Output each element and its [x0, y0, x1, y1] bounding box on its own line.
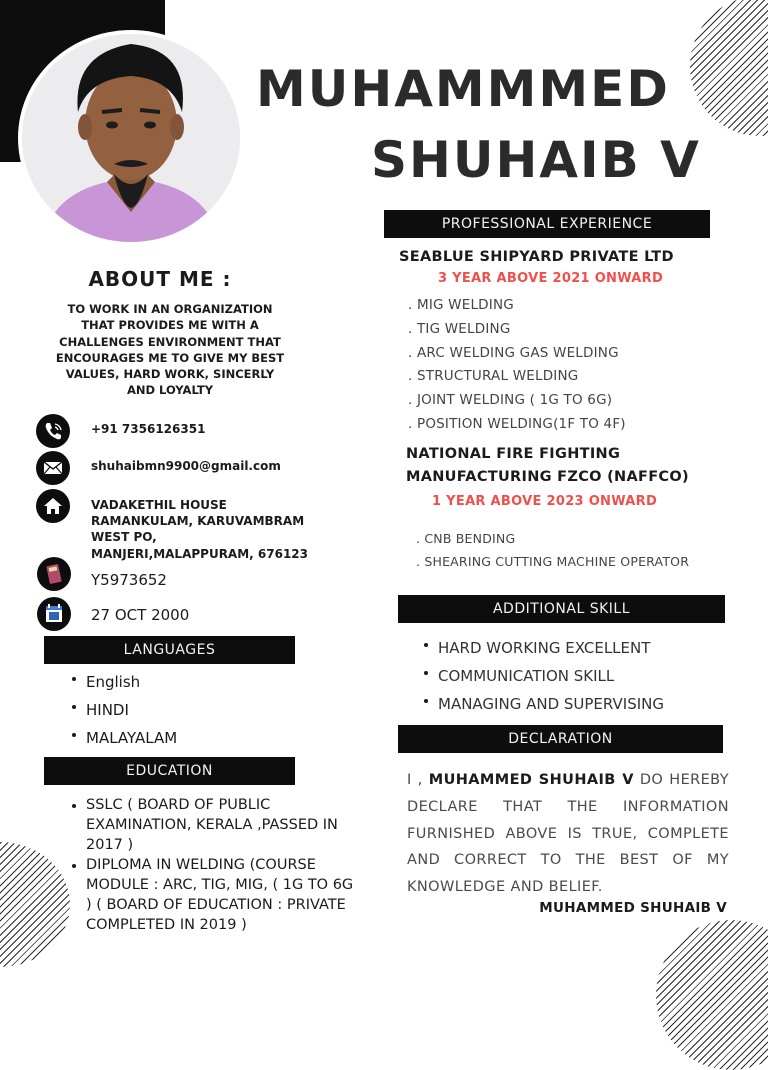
list-item: English	[68, 668, 288, 696]
address-line: WEST PO,	[91, 530, 157, 545]
company-name: NATIONAL FIRE FIGHTING	[406, 446, 621, 462]
address-line: RAMANKULAM, KARUVAMBRAM	[91, 514, 305, 529]
list-item: SSLC ( BOARD OF PUBLIC EXAMINATION, KERALA ,PASSED IN 2017 )	[68, 795, 358, 855]
name-line-2: SHUHAIB V	[371, 131, 701, 189]
about-me-text: TO WORK IN AN ORGANIZATION THAT PROVIDES ME WITH A CHALLENGES ENVIRONMENT THAT ENCOURAGES ME TO GIVE MY BEST VALUES, HARD WORK, SINCERLY AND LOYALTY	[55, 302, 285, 398]
list-item: . POSITION WELDING(1F TO 4F)	[408, 415, 626, 432]
list-item: HINDI	[68, 696, 288, 724]
hatched-circle-decoration	[656, 920, 768, 1070]
phone-number: +91 7356126351	[91, 422, 206, 436]
passport-number: Y5973652	[91, 571, 167, 589]
envelope-icon	[36, 451, 70, 485]
declaration-body: DO HEREBY DECLARE THAT THE INFORMATION FURNISHED ABOVE IS TRUE, COMPLETE AND CORRECT TO THE BEST OF MY KNOWLEDGE AND BELIEF.	[407, 772, 729, 896]
experience-heading: PROFESSIONAL EXPERIENCE	[384, 210, 710, 238]
list-item: . SHEARING CUTTING MACHINE OPERATOR	[416, 554, 690, 569]
company-name: MANUFACTURING FZCO (NAFFCO)	[406, 469, 689, 485]
education-heading: EDUCATION	[44, 757, 295, 785]
list-item: MALAYALAM	[68, 724, 288, 752]
list-item: DIPLOMA IN WELDING (COURSE MODULE : ARC, TIG, MIG, ( 1G TO 6G ) ( BOARD OF EDUCATION : PRIVATE COMPLETED IN 2019 )	[68, 855, 358, 935]
declaration-text	[407, 767, 729, 901]
address-line: VADAKETHIL HOUSE	[91, 498, 227, 512]
about-me-heading: ABOUT ME :	[88, 267, 232, 291]
job-skills-list	[408, 297, 708, 440]
job-skills-list	[416, 531, 736, 577]
job-period: 1 YEAR ABOVE 2023 ONWARD	[432, 494, 658, 509]
phone-icon	[36, 414, 70, 448]
additional-skill-heading: ADDITIONAL SKILL	[398, 595, 725, 623]
list-item: MANAGING AND SUPERVISING	[420, 690, 720, 718]
list-item: . ARC WELDING GAS WELDING	[408, 344, 619, 361]
additional-skill-list	[420, 634, 720, 718]
list-item: . CNB BENDING	[416, 531, 516, 546]
list-item: COMMUNICATION SKILL	[420, 662, 720, 690]
job-period: 3 YEAR ABOVE 2021 ONWARD	[438, 271, 664, 286]
education-list	[68, 795, 358, 935]
hatched-circle-decoration	[690, 0, 768, 136]
address-block	[91, 497, 308, 562]
signature-name: MUHAMMED SHUHAIB V	[539, 900, 727, 916]
list-item: . MIG WELDING	[408, 297, 514, 313]
profile-photo	[22, 34, 240, 242]
address-line: MANJERI,MALAPPURAM, 676123	[91, 546, 308, 561]
languages-list	[68, 668, 288, 752]
list-item: . STRUCTURAL WELDING	[408, 368, 579, 385]
declarant-name: MUHAMMED SHUHAIB V	[428, 772, 634, 788]
list-item: . JOINT WELDING ( 1G TO 6G)	[408, 392, 613, 409]
home-icon	[36, 489, 70, 523]
list-item: . TIG WELDING	[408, 320, 511, 337]
passport-icon	[37, 557, 71, 591]
list-item: HARD WORKING EXCELLENT	[420, 634, 720, 662]
company-name: SEABLUE SHIPYARD PRIVATE LTD	[399, 249, 674, 265]
declaration-heading: DECLARATION	[398, 725, 723, 753]
email-address: shuhaibmn9900@gmail.com	[91, 459, 281, 473]
declaration-prefix: I ,	[407, 772, 429, 788]
calendar-icon	[37, 597, 71, 631]
languages-heading: LANGUAGES	[44, 636, 295, 664]
name-line-1: MUHAMMMED	[256, 60, 670, 118]
date-of-birth: 27 OCT 2000	[91, 606, 190, 624]
hatched-circle-decoration	[0, 842, 70, 967]
